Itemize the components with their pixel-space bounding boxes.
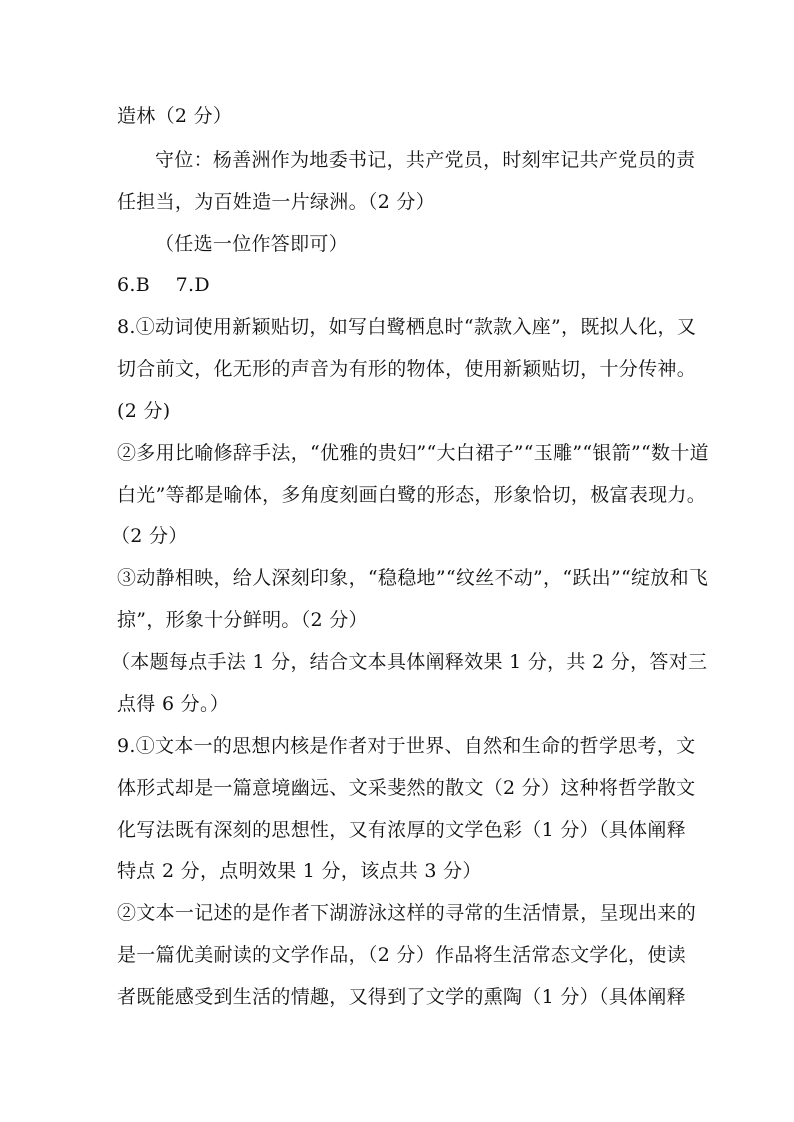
text-line: 8.①动词使用新颖贴切，如写白鹭栖息时“款款入座”，既拟人化，又: [117, 316, 697, 338]
text-line: （任选一位作答即可）: [155, 233, 349, 255]
text-line: ③动静相映，给人深刻印象，“稳稳地”“纹丝不动”，“跃出”“绽放和飞: [117, 567, 709, 589]
text-line: 者既能感受到生活的情趣，又得到了文学的熏陶（1 分）（具体阐释: [117, 986, 686, 1008]
text-line: ②文本一记述的是作者下湖游泳这样的寻常的生活情景，呈现出来的: [117, 902, 697, 924]
text-line: 体形式却是一篇意境幽远、文采斐然的散文（2 分）这种将哲学散文: [117, 777, 696, 799]
text-line: 白光”等都是喻体，多角度刻画白鹭的形态，形象恰切，极富表现力。: [117, 484, 707, 506]
text-line: 点得 6 分。）: [117, 693, 230, 715]
text-line: 6.B 7.D: [117, 274, 210, 296]
text-line: ②多用比喻修辞手法，“优雅的贵妇”“大白裙子”“玉雕”“银箭”“数十道: [117, 442, 709, 464]
text-line: 化写法既有深刻的思想性，又有浓厚的文学色彩（1 分）（具体阐释: [117, 819, 686, 841]
text-line: 切合前文，化无形的声音为有形的物体，使用新颖贴切，十分传神。: [117, 358, 697, 380]
text-line: 任担当，为百姓造一片绿洲。（2 分）: [117, 191, 436, 213]
text-line: 特点 2 分，点明效果 1 分，该点共 3 分）: [117, 860, 482, 882]
text-line: (2 分): [117, 400, 171, 422]
text-line: （2 分）: [111, 525, 188, 547]
text-line: 守位：杨善洲作为地委书记，共产党员，时刻牢记共产党员的责: [155, 149, 696, 171]
text-line: 造林（2 分）: [117, 105, 233, 127]
text-line: 9.①文本一的思想内核是作者对于世界、自然和生命的哲学思考，文: [117, 735, 696, 757]
text-line: 是一篇优美耐读的文学作品，（2 分）作品将生活常态文学化，使读: [117, 944, 686, 966]
text-line: （本题每点手法 1 分，结合文本具体阐释效果 1 分，共 2 分，答对三: [111, 651, 708, 673]
text-line: 掠”，形象十分鲜明。（2 分）: [117, 609, 368, 631]
